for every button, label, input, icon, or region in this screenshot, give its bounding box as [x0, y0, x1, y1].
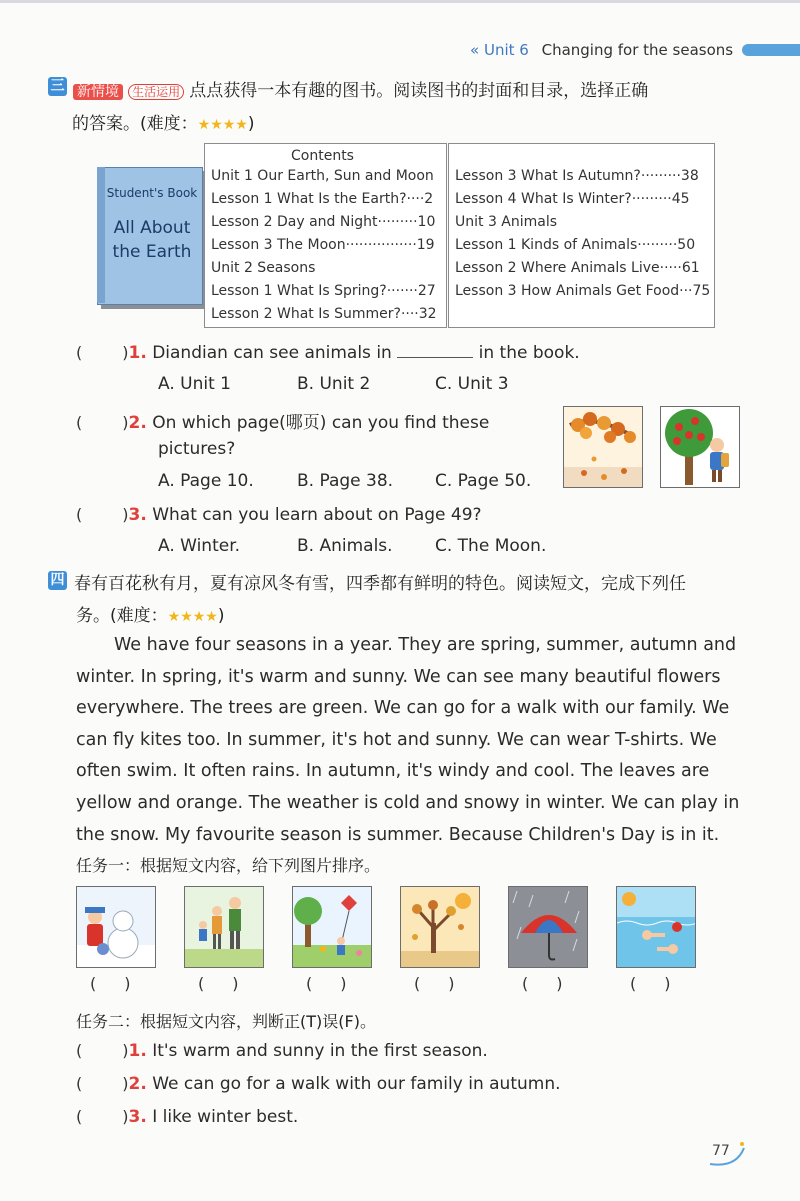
q2-option-b[interactable]: B. Page 38.: [297, 471, 394, 491]
picture-answer-2[interactable]: ( ): [198, 974, 239, 993]
contents-table-left: [204, 143, 447, 328]
apple-tree-picture: [660, 406, 740, 488]
task1-heading: 任务一：根据短文内容，给下列图片排序。: [76, 856, 381, 875]
tf-statement-2: ( )2. We can go for a walk with our family in autumn.: [76, 1074, 561, 1094]
passage-line: can fly kites too. In summer, it's hot and sunny. We can wear T-shirts. We: [76, 729, 717, 750]
difficulty-stars: ★★★★: [197, 117, 248, 133]
section3-heading: [73, 76, 648, 102]
life-use-tag: 生活运用: [128, 84, 184, 100]
family-walk-picture: [184, 886, 264, 968]
book-label: Student's Book: [106, 186, 198, 200]
picture-answer-1[interactable]: ( ): [90, 974, 131, 993]
double-chevron-icon: «: [470, 41, 480, 59]
toc-row: Lesson 1 Kinds of Animals·········50: [455, 237, 696, 253]
toc-row: Lesson 3 How Animals Get Food···75: [455, 283, 711, 299]
task2-heading: 任务二：根据短文内容，判断正(T)误(F)。: [76, 1012, 376, 1031]
passage-line: often swim. It often rains. In autumn, it's windy and cool. The leaves are: [76, 761, 710, 782]
difficulty-stars: ★★★★: [167, 609, 218, 625]
passage-line: We have four seasons in a year. They are spring, summer, autumn and: [114, 635, 737, 655]
q1-option-b[interactable]: B. Unit 2: [297, 374, 371, 394]
toc-row: Lesson 2 What Is Summer?····32: [211, 306, 437, 322]
passage-line: yellow and orange. The weather is cold and snowy in winter. We can play in: [76, 792, 740, 813]
toc-row: Lesson 1 What Is the Earth?····2: [211, 191, 434, 207]
section3-instruction-line1: 点点获得一本有趣的图书。阅读图书的封面和目录，选择正确: [189, 81, 649, 101]
question-3: ( )3. What can you learn about on Page 49?: [76, 505, 482, 525]
unit-title: Changing for the seasons: [541, 41, 734, 59]
question-2: ( )2. On which page(哪页) can you find these: [76, 413, 490, 433]
question-1: ( )1. Diandian can see animals in in the book.: [76, 343, 580, 363]
toc-row: Lesson 3 What Is Autumn?·········38: [455, 168, 699, 184]
rainy-umbrella-picture: [508, 886, 588, 968]
page-header: [470, 41, 733, 59]
section4-instruction-line1: 春有百花秋有月，夏有凉风冬有雪，四季都有鲜明的特色。阅读短文，完成下列任: [74, 574, 686, 594]
q2-option-a[interactable]: A. Page 10.: [158, 471, 254, 491]
q2-option-c[interactable]: C. Page 50.: [435, 471, 532, 491]
picture-answer-5[interactable]: ( ): [522, 974, 563, 993]
summer-swim-picture: [616, 886, 696, 968]
section4-instruction-line2: 务。(难度：★★★★): [76, 606, 225, 626]
passage-line: winter. In spring, it's warm and sunny. We can see many beautiful flowers: [76, 666, 721, 687]
page-number: 77: [712, 1143, 730, 1159]
contents-title: Contents: [291, 148, 354, 164]
contents-table-right: [448, 143, 715, 328]
q1-option-a[interactable]: A. Unit 1: [158, 374, 231, 394]
unit-label: Unit 6: [483, 41, 529, 59]
autumn-windy-picture: [400, 886, 480, 968]
toc-row: Lesson 1 What Is Spring?·······27: [211, 283, 436, 299]
q3-option-a[interactable]: A. Winter.: [158, 536, 241, 556]
passage-line: everywhere. The trees are green. We can go for a walk with our family. We: [76, 698, 730, 719]
toc-row: Lesson 2 Where Animals Live·····61: [455, 260, 700, 276]
section-number-3: 三: [48, 77, 67, 96]
q1-option-c[interactable]: C. Unit 3: [435, 374, 509, 394]
toc-row: Unit 3 Animals: [455, 214, 558, 230]
q3-option-b[interactable]: B. Animals.: [297, 536, 393, 556]
tf-statement-1: ( )1. It's warm and sunny in the first season.: [76, 1041, 488, 1061]
toc-row: Unit 1 Our Earth, Sun and Moon: [211, 168, 434, 184]
question-2-line2: pictures?: [158, 439, 236, 459]
tf-statement-3: ( )3. I like winter best.: [76, 1107, 299, 1127]
top-border: [0, 0, 800, 3]
toc-row: Lesson 2 Day and Night·········10: [211, 214, 436, 230]
passage-line: the snow. My favourite season is summer. Because Children's Day is in it.: [76, 824, 720, 845]
autumn-tree-picture: [563, 406, 643, 488]
section3-instruction-line2: 的答案。(难度：★★★★): [72, 114, 255, 134]
section-number-4: 四: [48, 571, 67, 590]
winter-snowman-picture: [76, 886, 156, 968]
new-context-tag: 新情境: [73, 84, 123, 100]
fill-blank[interactable]: [397, 343, 473, 358]
page-number-swoosh-icon: [706, 1138, 748, 1168]
toc-row: Unit 2 Seasons: [211, 260, 316, 276]
reading-passage: [76, 630, 742, 851]
toc-row: Lesson 4 What Is Winter?·········45: [455, 191, 690, 207]
picture-answer-4[interactable]: ( ): [414, 974, 455, 993]
picture-answer-3[interactable]: ( ): [306, 974, 347, 993]
spring-kite-picture: [292, 886, 372, 968]
toc-row: Lesson 3 The Moon················19: [211, 237, 435, 253]
header-accent-bar: [742, 44, 800, 56]
picture-answer-6[interactable]: ( ): [630, 974, 671, 993]
book-title: All About the Earth: [112, 218, 192, 262]
q3-option-c[interactable]: C. The Moon.: [435, 536, 547, 556]
